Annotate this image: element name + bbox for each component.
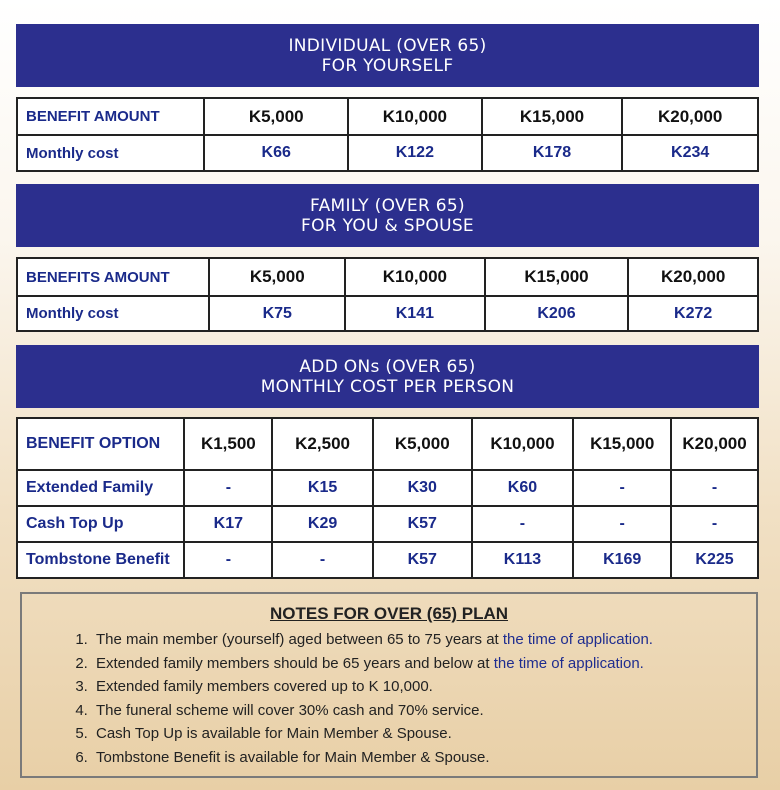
individual-amount: K10,000 [348,98,482,135]
addon-cell: K57 [373,542,472,578]
note-text: Extended family members should be 65 years and below at [96,654,494,672]
individual-cost: K122 [348,135,482,171]
list-item [92,699,756,723]
addons-option: K15,000 [573,418,671,470]
addon-cell: - [184,542,272,578]
note-highlight: the time of application. [493,654,644,672]
individual-amount: K5,000 [204,98,348,135]
family-cost: K206 [485,296,629,331]
addon-row-label: Cash Top Up [17,506,184,542]
addon-cell: K15 [272,470,373,506]
addons-banner [16,345,759,408]
addon-cell: K29 [272,506,373,542]
family-amount: K10,000 [345,258,485,296]
individual-banner [16,24,759,87]
family-table [16,257,759,332]
individual-header-label: BENEFIT AMOUNT [17,98,204,135]
note-text: Tombstone Benefit is available for Main Member & Spouse. [96,748,490,766]
individual-cost: K178 [482,135,623,171]
addons-option: K1,500 [184,418,272,470]
notes-title: NOTES FOR OVER (65) PLAN [269,604,509,623]
addon-cell: K169 [573,542,671,578]
addon-row-label: Extended Family [17,470,184,506]
addon-cell: - [472,506,574,542]
note-text: Extended family members covered up to K 10,000. [96,678,433,695]
addon-cell: K225 [671,542,758,578]
family-header-label: BENEFITS AMOUNT [17,258,209,296]
addon-cell: - [671,470,758,506]
individual-cost: K66 [204,135,348,171]
table-row [17,470,758,506]
family-cost: K272 [628,296,758,331]
table-row [17,542,758,578]
addon-cell: K60 [472,470,574,506]
family-banner [16,184,759,247]
note-text: Cash Top Up is available for Main Member & Spouse. [96,725,452,742]
individual-amount: K20,000 [622,98,758,135]
addons-option: K2,500 [272,418,373,470]
family-cost-label: Monthly cost [17,296,209,331]
family-cost: K141 [345,296,485,331]
note-highlight: the time of application. [502,631,653,648]
addon-cell: - [573,470,671,506]
list-item [92,722,756,746]
addon-cell: K113 [472,542,574,578]
list-item [92,628,756,652]
addon-cell: K57 [373,506,472,542]
individual-table [16,97,759,172]
list-item [92,746,756,770]
family-amount: K15,000 [485,258,629,296]
note-text: The main member (yourself) aged between 65 to 75 years at [96,631,503,648]
individual-cost: K234 [622,135,758,171]
addons-title-line2: MONTHLY COST PER PERSON [260,376,515,397]
table-row [17,506,758,542]
addons-table [16,417,759,579]
list-item [92,675,756,699]
addons-header-label: BENEFIT OPTION [17,418,184,470]
list-item [92,652,756,676]
family-amount: K20,000 [628,258,758,296]
addon-cell: - [184,470,272,506]
family-title-line1: FAMILY (OVER 65) [310,195,465,216]
family-amount: K5,000 [209,258,345,296]
addons-title-line1: ADD ONs (OVER 65) [299,356,476,377]
individual-title-line2: FOR YOURSELF [321,55,454,76]
individual-cost-label: Monthly cost [17,135,204,171]
addon-cell: - [272,542,373,578]
individual-amount: K15,000 [482,98,623,135]
addon-cell: - [671,506,758,542]
addons-option: K5,000 [373,418,472,470]
addons-option: K10,000 [472,418,574,470]
addon-cell: - [573,506,671,542]
addon-cell: K30 [373,470,472,506]
addons-option: K20,000 [671,418,758,470]
notes-box [20,592,758,778]
addon-cell: K17 [184,506,272,542]
notes-list [22,628,756,769]
family-cost: K75 [209,296,345,331]
family-title-line2: FOR YOU & SPOUSE [301,215,474,236]
individual-title-line1: INDIVIDUAL (OVER 65) [288,35,487,56]
addon-row-label: Tombstone Benefit [17,542,184,578]
note-text: The funeral scheme will cover 30% cash and 70% service. [96,701,484,719]
